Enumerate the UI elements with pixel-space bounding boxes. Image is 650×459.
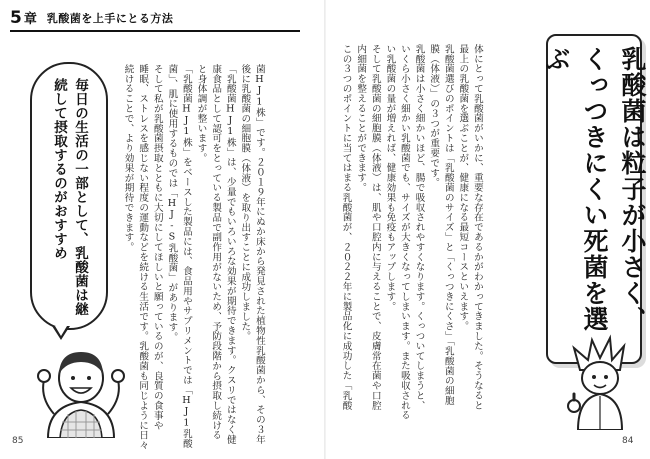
left-page-body [120,64,316,451]
left-col-4: 康食品として認可をとっている製品で副作用がないため、予防段階から摂取し続ける [210,64,222,441]
left-col-8: そして私が乳酸菌摂取とともに大切にしてほしいと願っているのが、良質の食事や [151,64,163,431]
left-col-2: 後に乳酸菌の細胞膜（体液）を取り出すことに成功しました。 [239,64,251,342]
left-col-3: 「乳酸菌HJ1株」は、少量でもいろいろな効果が期待できます。クスリではなく健 [224,64,236,445]
right-col-7: い乳酸菌の量が増えれば、健康効果も免疫もアップします。 [384,44,396,312]
right-col-8: そして乳酸菌の細胞膜（体液）は、肌や口腔内に与えることで、皮膚常在菌や口腔 [369,44,381,411]
section-title: 乳酸菌は粒子が小さく、くっつきにくい死菌を選ぶ [542,46,647,332]
left-page-text [120,64,266,451]
right-page-body [338,44,543,421]
chapter-title: 乳酸菌を上手にとる方法 [46,12,174,25]
right-col-10: この３つのポイントに当てはまる乳酸菌が、２０２２年に製品化に成功した「乳酸 [340,44,352,411]
right-col-3: 乳酸菌選びのポイントは「乳酸菌のサイズ」と「くっつきにくさ」「乳酸菌の細胞 [442,44,454,406]
left-col-7: 菌」、肌に使用するものでは「HJ‐S乳酸菌」があります。 [166,64,178,342]
right-col-2: 最上の乳酸菌を選ぶことが、健康になる最短コースといえます。 [457,44,469,332]
page-number-right: 84 [622,436,634,446]
right-col-4: 膜（体液）」の３つが重要です。 [428,44,440,188]
chapter-suffix: 章 [23,12,37,27]
header-rule [10,30,300,32]
chapter-number: 5 [10,8,22,28]
right-page-text [338,44,484,421]
chapter-header [10,6,310,30]
left-col-10: 続けることで、より効果が期待できます。 [122,64,134,253]
left-col-1: 菌HJ1株」です。２０１９年にぬか床から発見された植物性乳酸菌から、その３年 [253,64,265,445]
page-number-left: 85 [12,436,24,446]
page-gutter [324,0,326,459]
speech-bubble [30,62,108,330]
right-col-1: 体にとって乳酸菌がいかに、重要な存在であるかがわかってきました。そうなると [471,44,483,411]
mascot-character-icon [560,330,640,430]
left-col-6: 「乳酸菌HJ1株」をベースした製品には、食品用やサプリメントでは「HJ1乳酸 [180,64,192,449]
right-col-6: いくら小さく細かい乳酸菌でも、サイズが大きくなってしまいます。また吸収される [398,44,410,421]
chapter-label [10,8,37,28]
left-col-5: と身体調が整います。 [195,64,207,163]
right-col-5: 乳酸菌は小さく細かいほど、腸で吸収されやすくなります。くっついてしまうと、 [413,44,425,411]
speech-bubble-text: 毎日の生活の一部として、乳酸菌は継続して摂取するのがおすすめ [51,78,88,316]
section-title-box [542,34,647,364]
right-col-9: 内細菌を整えることができます。 [355,44,367,193]
left-col-9: 睡眠、ストレスを感じない程度の運動などを続ける生活です。乳酸菌も同じように日々 [137,64,149,451]
